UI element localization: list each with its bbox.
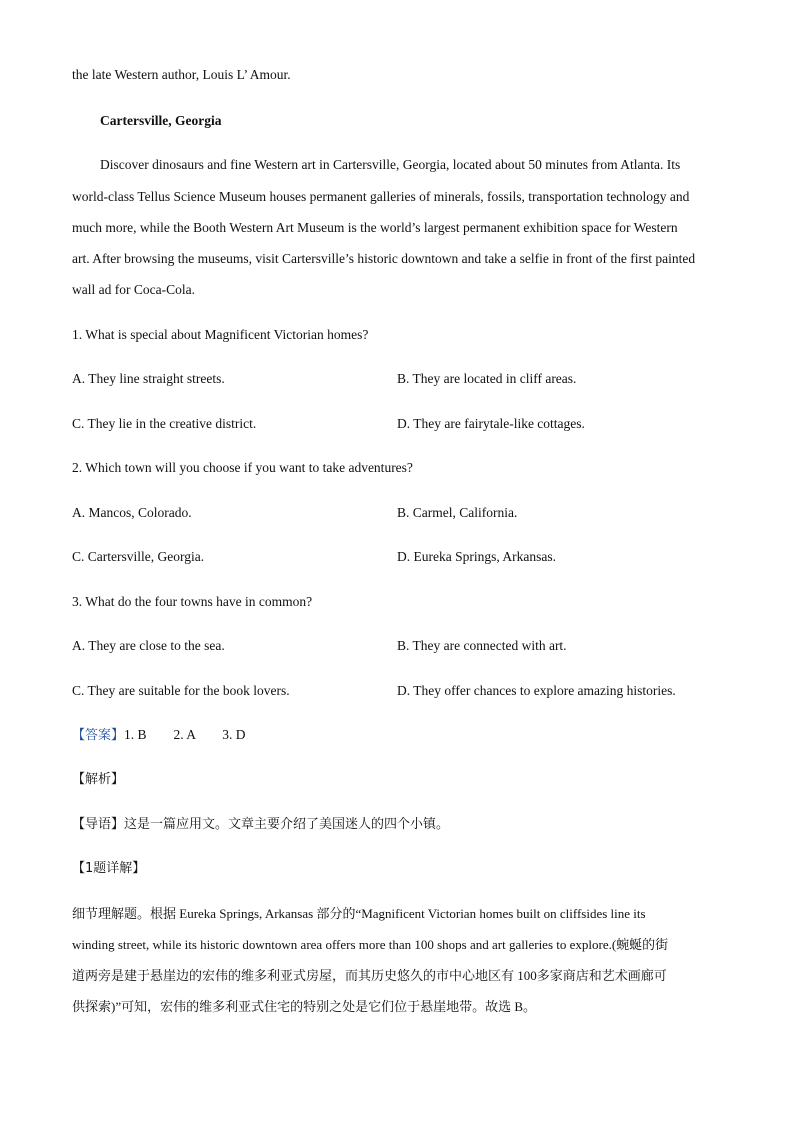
question-stem: 3. What do the four towns have in common? bbox=[72, 594, 313, 609]
passage-line: art. After browsing the museums, visit Cartersville’s historic downtown and take a selfie in front of the first painted bbox=[72, 251, 696, 266]
option-d: D. They are fairytale-like cottages. bbox=[397, 416, 585, 431]
option-a: A. They are close to the sea. bbox=[72, 638, 225, 653]
option-c: C. They are suitable for the book lovers. bbox=[72, 683, 290, 698]
question-stem: 2. Which town will you choose if you want to take adventures? bbox=[72, 460, 413, 475]
option-d: D. Eureka Springs, Arkansas. bbox=[397, 549, 556, 564]
detail-line: 道两旁是建于悬崖边的宏伟的维多利亚式房屋，而其历史悠久的市中心地区有 100多家商店和艺术画廊可 bbox=[72, 968, 667, 983]
answer-tag: 【答案】 bbox=[72, 728, 125, 743]
detail-line: winding street, while its historic downtown area offers more than 100 shops and art galleries to explore.(蜿蜒的街 bbox=[72, 937, 669, 952]
option-a: A. They line straight streets. bbox=[72, 371, 225, 386]
option-b: B. They are located in cliff areas. bbox=[397, 371, 577, 386]
guide-line bbox=[72, 816, 449, 834]
passage-line: the late Western author, Louis L’ Amour. bbox=[72, 67, 291, 82]
option-d: D. They offer chances to explore amazing histories. bbox=[397, 683, 676, 698]
detail-line: 细节理解题。根据 Eureka Springs, Arkansas 部分的“Magnificent Victorian homes built on cliffsides line its bbox=[72, 906, 646, 921]
detail-line: 供探索)”可知，宏伟的维多利亚式住宅的特别之处是它们位于悬崖地带。故选 B。 bbox=[72, 999, 537, 1014]
option-b: B. They are connected with art. bbox=[397, 638, 567, 653]
option-c: C. They lie in the creative district. bbox=[72, 416, 257, 431]
analysis-tag: 【解析】 bbox=[72, 772, 125, 787]
question-stem: 1. What is special about Magnificent Victorian homes? bbox=[72, 327, 369, 342]
guide-text: 这是一篇应用文。文章主要介绍了美国迷人的四个小镇。 bbox=[124, 817, 450, 832]
detail1-tag: 【1题详解】 bbox=[72, 861, 146, 876]
option-b: B. Carmel, California. bbox=[397, 505, 518, 520]
option-c: C. Cartersville, Georgia. bbox=[72, 549, 205, 564]
section-heading: Cartersville, Georgia bbox=[100, 113, 222, 128]
passage-line: wall ad for Coca-Cola. bbox=[72, 282, 195, 297]
passage-line: world-class Tellus Science Museum houses permanent galleries of minerals, fossils, transportation technology and bbox=[72, 189, 690, 204]
passage-line: much more, while the Booth Western Art Museum is the world’s largest permanent exhibition space for Western bbox=[72, 220, 678, 235]
passage-line: Discover dinosaurs and fine Western art in Cartersville, Georgia, located about 50 minutes from Atlanta. Its bbox=[100, 157, 681, 172]
guide-tag: 【导语】 bbox=[72, 817, 125, 832]
answer-line bbox=[72, 726, 246, 745]
answer-values: 1. B 2. A 3. D bbox=[124, 727, 246, 742]
option-a: A. Mancos, Colorado. bbox=[72, 505, 192, 520]
